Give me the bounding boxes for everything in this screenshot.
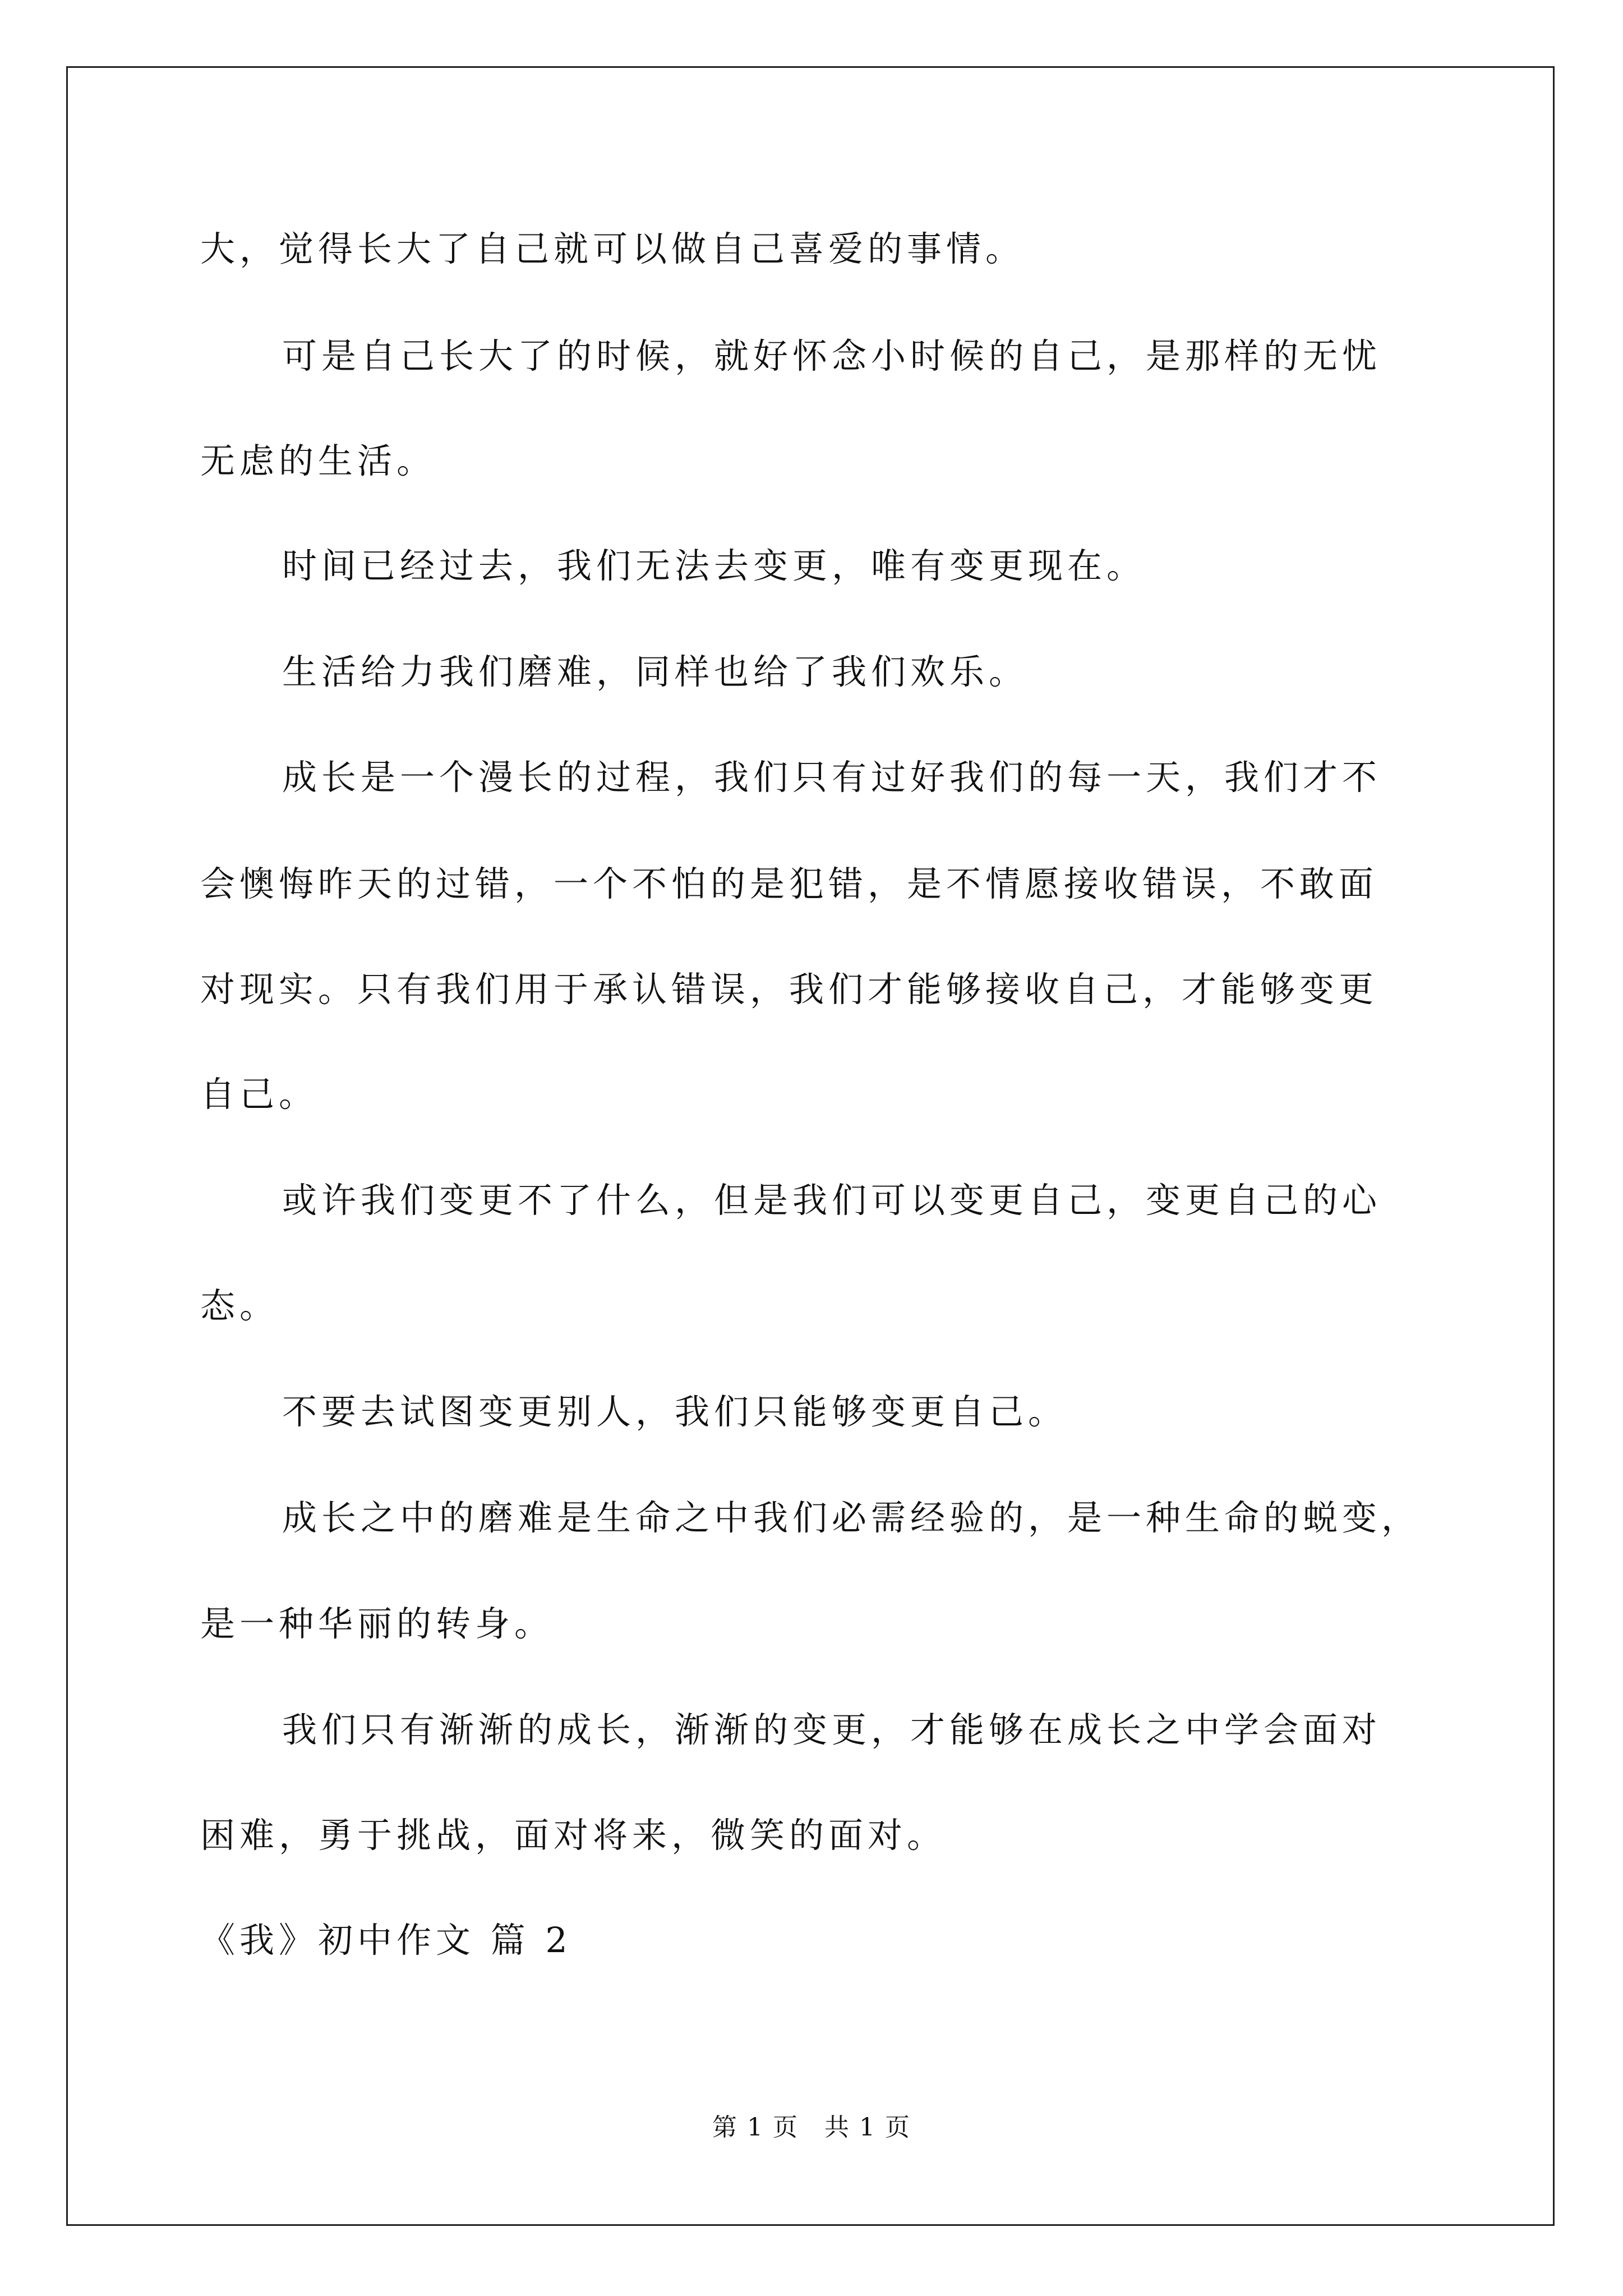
text-line-11: 态。	[200, 1285, 279, 1326]
text-line-1: 大，觉得长大了自己就可以做自己喜爱的事情。	[200, 228, 1025, 269]
text-line-12: 不要去试图变更别人，我们只能够变更自己。	[282, 1391, 1068, 1432]
page-footer: 第 1 页 共 1 页	[712, 2113, 911, 2142]
text-line-13: 成长之中的磨难是生命之中我们必需经验的，是一种生命的蜕变，	[282, 1497, 1421, 1538]
text-line-8: 对现实。只有我们用于承认错误，我们才能够接收自己，才能够变更	[200, 969, 1378, 1010]
section-heading: 《我》初中作文 篇 2	[200, 1920, 572, 1961]
text-line-2: 可是自己长大了的时候，就好怀念小时候的自己，是那样的无忧	[282, 335, 1382, 376]
text-line-15: 我们只有渐渐的成长，渐渐的变更，才能够在成长之中学会面对	[282, 1709, 1382, 1750]
text-line-6: 成长是一个漫长的过程，我们只有过好我们的每一天，我们才不	[282, 757, 1382, 798]
text-line-5: 生活给力我们磨难，同样也给了我们欢乐。	[282, 651, 1029, 692]
text-line-3: 无虑的生活。	[200, 440, 436, 481]
text-line-9: 自己。	[200, 1074, 319, 1115]
text-line-10: 或许我们变更不了什么，但是我们可以变更自己，变更自己的心	[282, 1180, 1382, 1221]
text-line-4: 时间已经过去，我们无法去变更，唯有变更现在。	[282, 545, 1146, 586]
text-line-14: 是一种华丽的转身。	[200, 1603, 554, 1644]
text-line-16: 困难，勇于挑战，面对将来，微笑的面对。	[200, 1815, 947, 1856]
text-line-7: 会懊悔昨天的过错，一个不怕的是犯错，是不情愿接收错误，不敢面	[200, 863, 1378, 904]
page-border	[66, 66, 1555, 2226]
